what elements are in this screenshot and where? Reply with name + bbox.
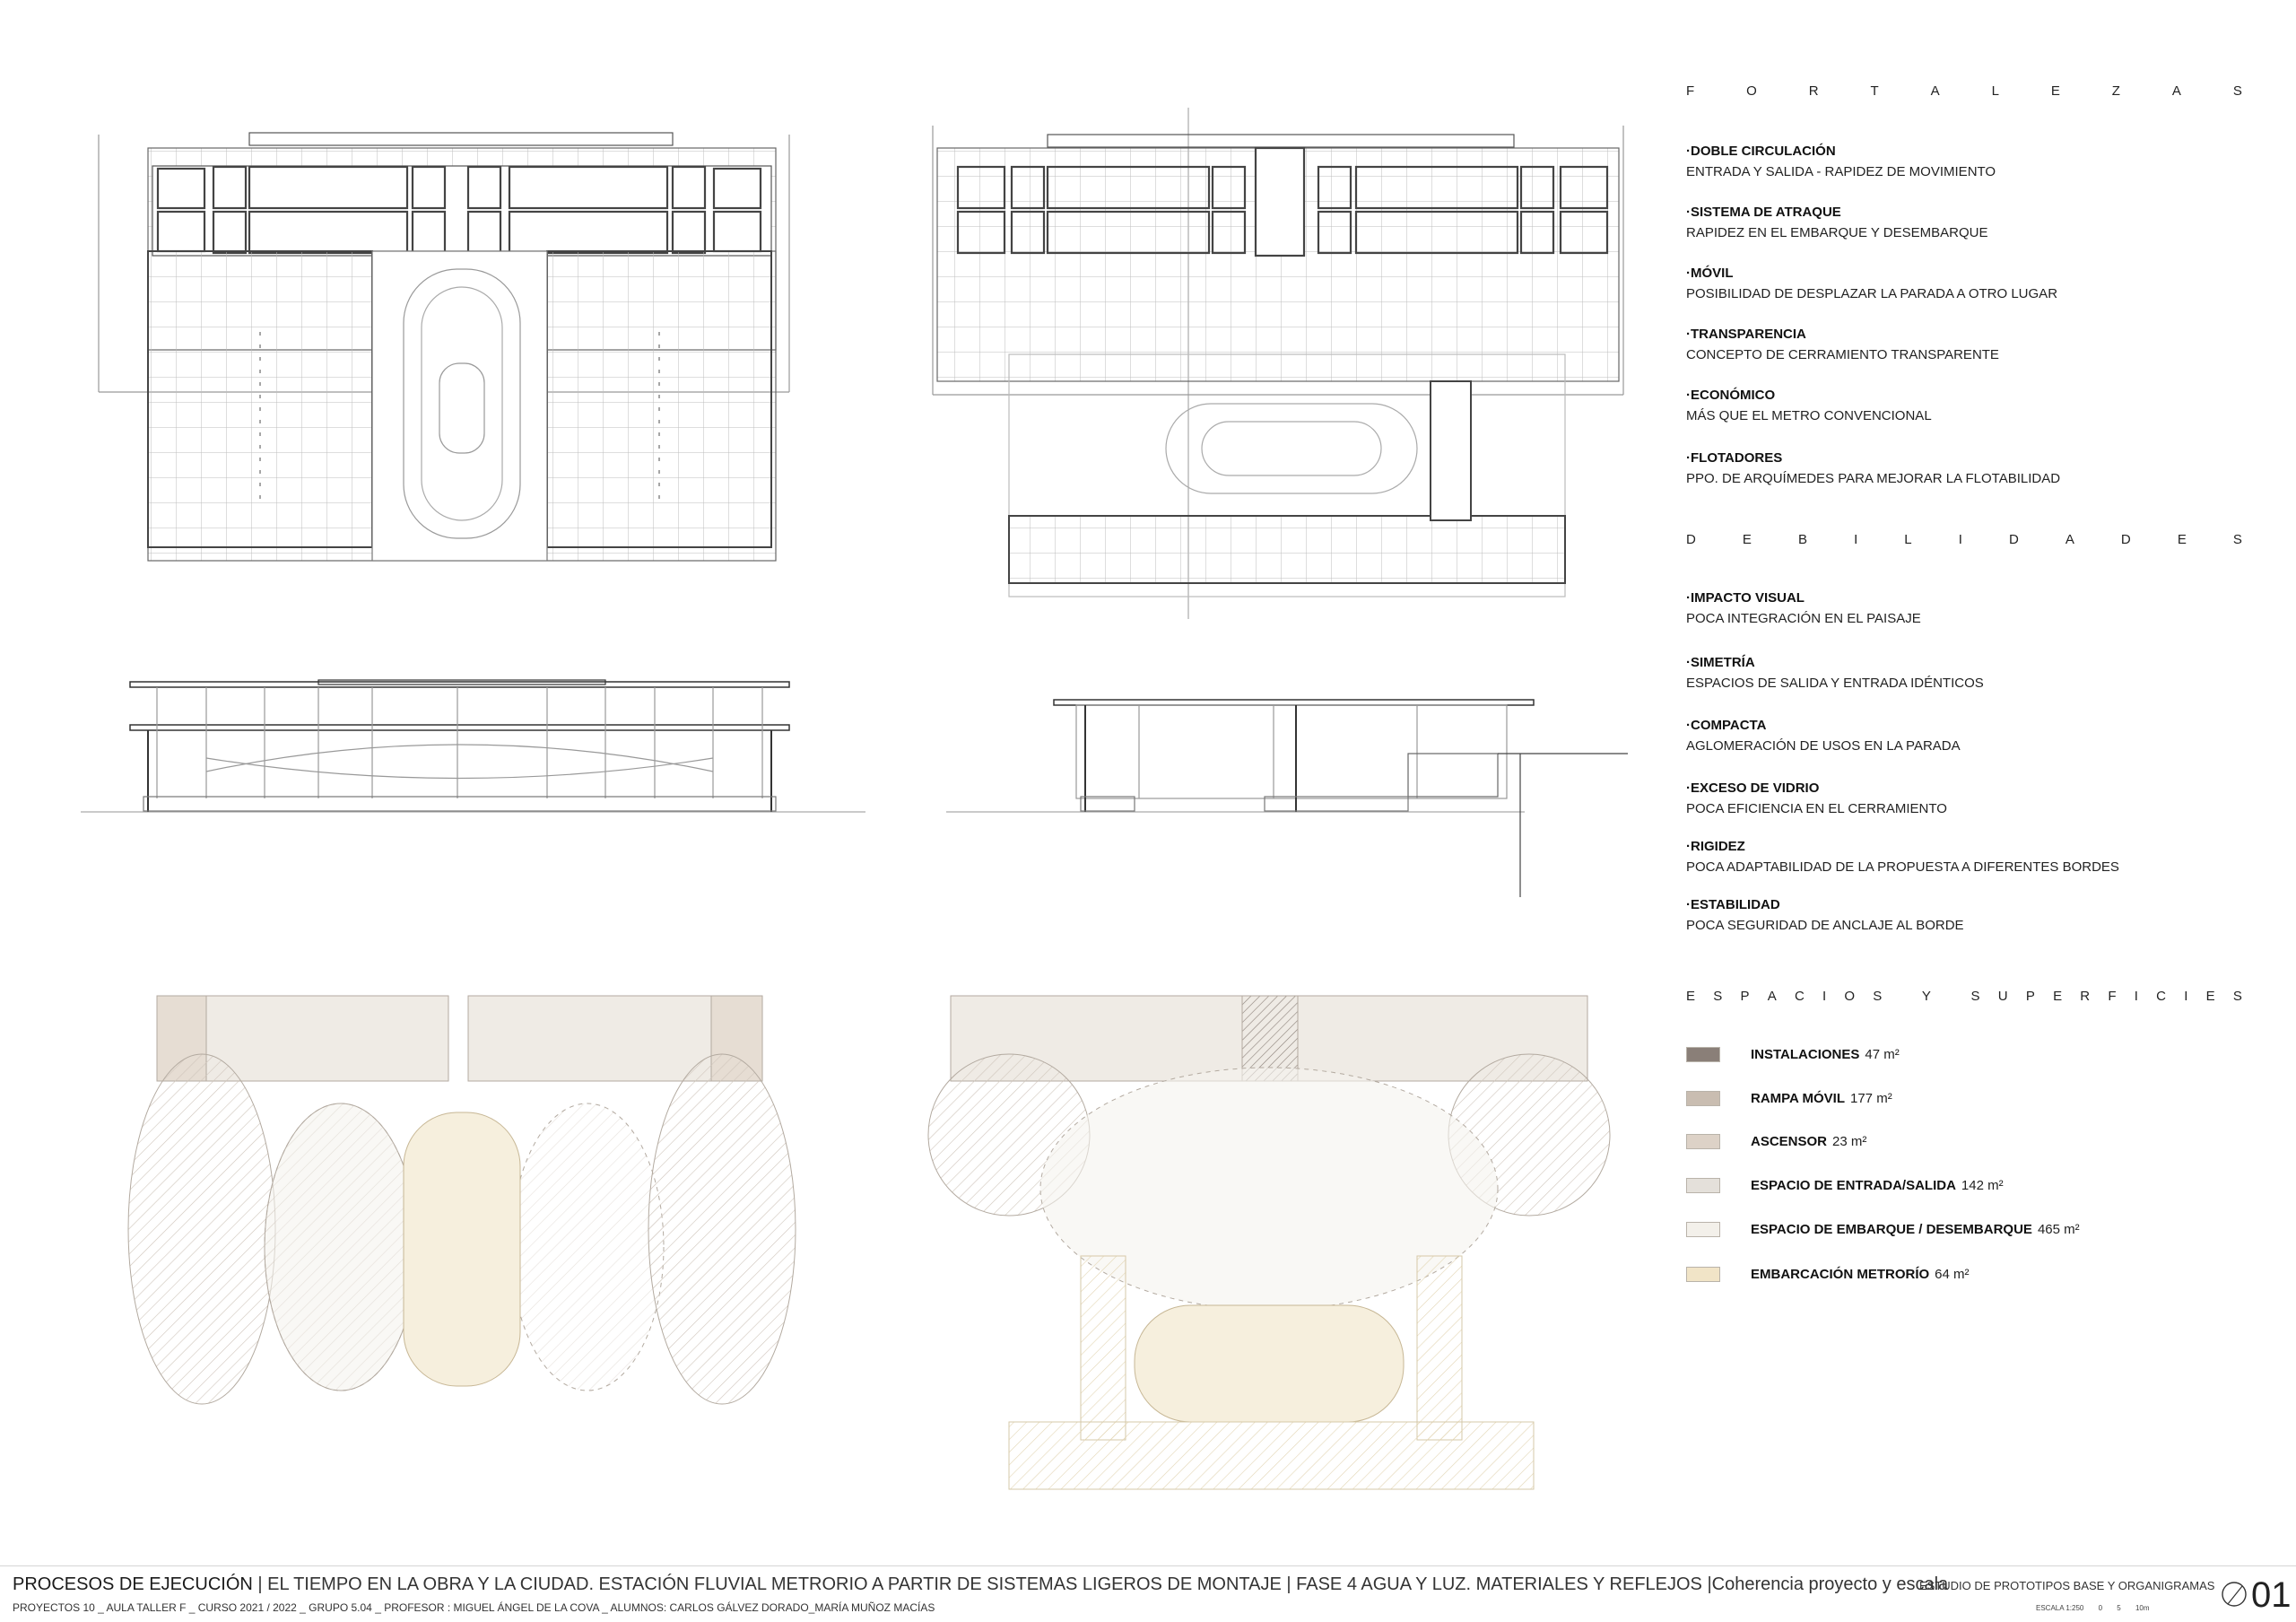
heading-letter: S: [1873, 989, 1883, 1004]
legend-swatch: [1686, 1134, 1720, 1149]
strength-item: ·TRANSPARENCIA CONCEPTO DE CERRAMIENTO TRANSPARENTE: [1686, 327, 1999, 362]
heading-letter: Y: [1921, 989, 1931, 1004]
weakness-item: ·COMPACTA AGLOMERACIÓN DE USOS EN LA PARADA: [1686, 718, 1961, 754]
elevation-prototype-a: [81, 680, 865, 812]
legend-item: INSTALACIONES 47 m²: [1686, 1045, 1900, 1063]
page-number: 01: [2251, 1575, 2292, 1615]
heading-letter: C: [1794, 989, 1805, 1004]
heading-letter: D: [2120, 532, 2131, 547]
strengths-heading: [1686, 83, 2242, 99]
heading-letter: A: [2171, 83, 2181, 99]
legend-swatch: [1686, 1222, 1720, 1237]
legend-item: ESPACIO DE EMBARQUE / DESEMBARQUE 465 m²: [1686, 1220, 2080, 1238]
weakness-item: ·EXCESO DE VIDRIO POCA EFICIENCIA EN EL CERRAMIENTO: [1686, 780, 1947, 816]
legend-item: ESPACIO DE ENTRADA/SALIDA 142 m²: [1686, 1176, 2004, 1194]
heading-letter: L: [1991, 83, 1999, 99]
heading-letter: P: [1740, 989, 1750, 1004]
heading-letter: T: [1870, 83, 1879, 99]
heading-letter: E: [1742, 532, 1752, 547]
weaknesses-heading: [1686, 532, 2242, 547]
heading-letter: O: [1746, 83, 1757, 99]
legend-swatch: [1686, 1178, 1720, 1193]
legend-item: ASCENSOR 23 m²: [1686, 1132, 1866, 1150]
heading-letter: E: [2050, 83, 2060, 99]
weakness-item: ·RIGIDEZ POCA ADAPTABILIDAD DE LA PROPUESTA A DIFERENTES BORDES: [1686, 839, 2119, 875]
strength-item: ·ECONÓMICO MÁS QUE EL METRO CONVENCIONAL: [1686, 388, 1932, 423]
heading-letter: O: [1844, 989, 1856, 1004]
heading-letter: C: [2156, 989, 2166, 1004]
heading-letter: S: [1713, 989, 1723, 1004]
heading-letter: R: [1808, 83, 1819, 99]
plan-prototype-a: [99, 133, 789, 561]
heading-letter: I: [2184, 989, 2188, 1004]
heading-letter: B: [1797, 532, 1807, 547]
spaces-heading: [1686, 989, 2242, 1004]
heading-letter: [1949, 989, 1952, 1004]
weakness-item: ·IMPACTO VISUAL POCA INTEGRACIÓN EN EL PAISAJE: [1686, 590, 1921, 626]
legend-swatch: [1686, 1091, 1720, 1106]
heading-letter: I: [2134, 989, 2138, 1004]
heading-letter: S: [2232, 83, 2242, 99]
heading-letter: Z: [2111, 83, 2120, 99]
footer-title-line: PROCESOS DE EJECUCIÓN | EL TIEMPO EN LA OBRA Y LA CIUDAD. ESTACIÓN FLUVIAL METRORIO A PARTIR DE SISTEMAS LIGEROS DE MONTAJE | FASE 4 AGUA Y LUZ. MATERIALES Y REFLEJOS |Coherencia proyecto y escala: [13, 1574, 1949, 1594]
heading-letter: A: [1767, 989, 1777, 1004]
strength-item: ·FLOTADORES PPO. DE ARQUÍMEDES PARA MEJORAR LA FLOTABILIDAD: [1686, 450, 2061, 486]
footer-rule: [0, 1565, 2296, 1566]
heading-letter: I: [1854, 532, 1858, 547]
sheet-title: ESTUDIO DE PROTOTIPOS BASE Y ORGANIGRAMAS: [1919, 1579, 2215, 1592]
north-arrow-icon: [2221, 1581, 2248, 1608]
heading-letter: U: [1997, 989, 2008, 1004]
heading-letter: [1900, 989, 1904, 1004]
footer-credits: PROYECTOS 10 _ AULA TALLER F _ CURSO 2021 / 2022 _ GRUPO 5.04 _ PROFESOR : MIGUEL ÁNGEL DE LA COVA _ ALUMNOS: CARLOS GÁLVEZ DORADO_MARÍA MUÑOZ MACÍAS: [13, 1601, 935, 1614]
heading-letter: D: [2008, 532, 2019, 547]
plan-prototype-b: [933, 108, 1623, 619]
heading-letter: R: [2080, 989, 2091, 1004]
heading-letter: I: [1958, 532, 1962, 547]
heading-letter: A: [2065, 532, 2074, 547]
legend-swatch: [1686, 1267, 1720, 1282]
heading-letter: I: [1822, 989, 1827, 1004]
analysis-panel: [1686, 0, 2260, 1570]
heading-letter: L: [1904, 532, 1912, 547]
heading-letter: A: [1930, 83, 1940, 99]
weakness-item: ·ESTABILIDAD POCA SEGURIDAD DE ANCLAJE AL BORDE: [1686, 897, 1964, 933]
heading-letter: F: [2108, 989, 2117, 1004]
strength-item: ·MÓVIL POSIBILIDAD DE DESPLAZAR LA PARADA A OTRO LUGAR: [1686, 266, 2058, 301]
elevation-prototype-b: [946, 700, 1628, 897]
heading-letter: S: [2232, 989, 2242, 1004]
heading-letter: E: [2177, 532, 2187, 547]
heading-letter: E: [2053, 989, 2063, 1004]
heading-letter: E: [2205, 989, 2215, 1004]
heading-letter: S: [1970, 989, 1980, 1004]
diagram-spaces-b: [928, 996, 1610, 1489]
diagram-spaces-a: [128, 996, 796, 1404]
strength-item: ·DOBLE CIRCULACIÓN ENTRADA Y SALIDA - RAPIDEZ DE MOVIMIENTO: [1686, 144, 1996, 179]
weakness-item: ·SIMETRÍA ESPACIOS DE SALIDA Y ENTRADA IDÉNTICOS: [1686, 655, 1984, 691]
legend-item: RAMPA MÓVIL 177 m²: [1686, 1089, 1892, 1107]
footer: [0, 1568, 2296, 1622]
heading-letter: S: [2232, 532, 2242, 547]
heading-letter: D: [1686, 532, 1696, 547]
heading-letter: E: [1686, 989, 1696, 1004]
scale-bar: ESCALA 1:250 0 5 10m: [2036, 1604, 2150, 1612]
heading-letter: P: [2025, 989, 2035, 1004]
legend-swatch: [1686, 1047, 1720, 1062]
strength-item: ·SISTEMA DE ATRAQUE RAPIDEZ EN EL EMBARQUE Y DESEMBARQUE: [1686, 205, 1988, 240]
legend-item: EMBARCACIÓN METRORÍO 64 m²: [1686, 1265, 1970, 1283]
heading-letter: F: [1686, 83, 1695, 99]
